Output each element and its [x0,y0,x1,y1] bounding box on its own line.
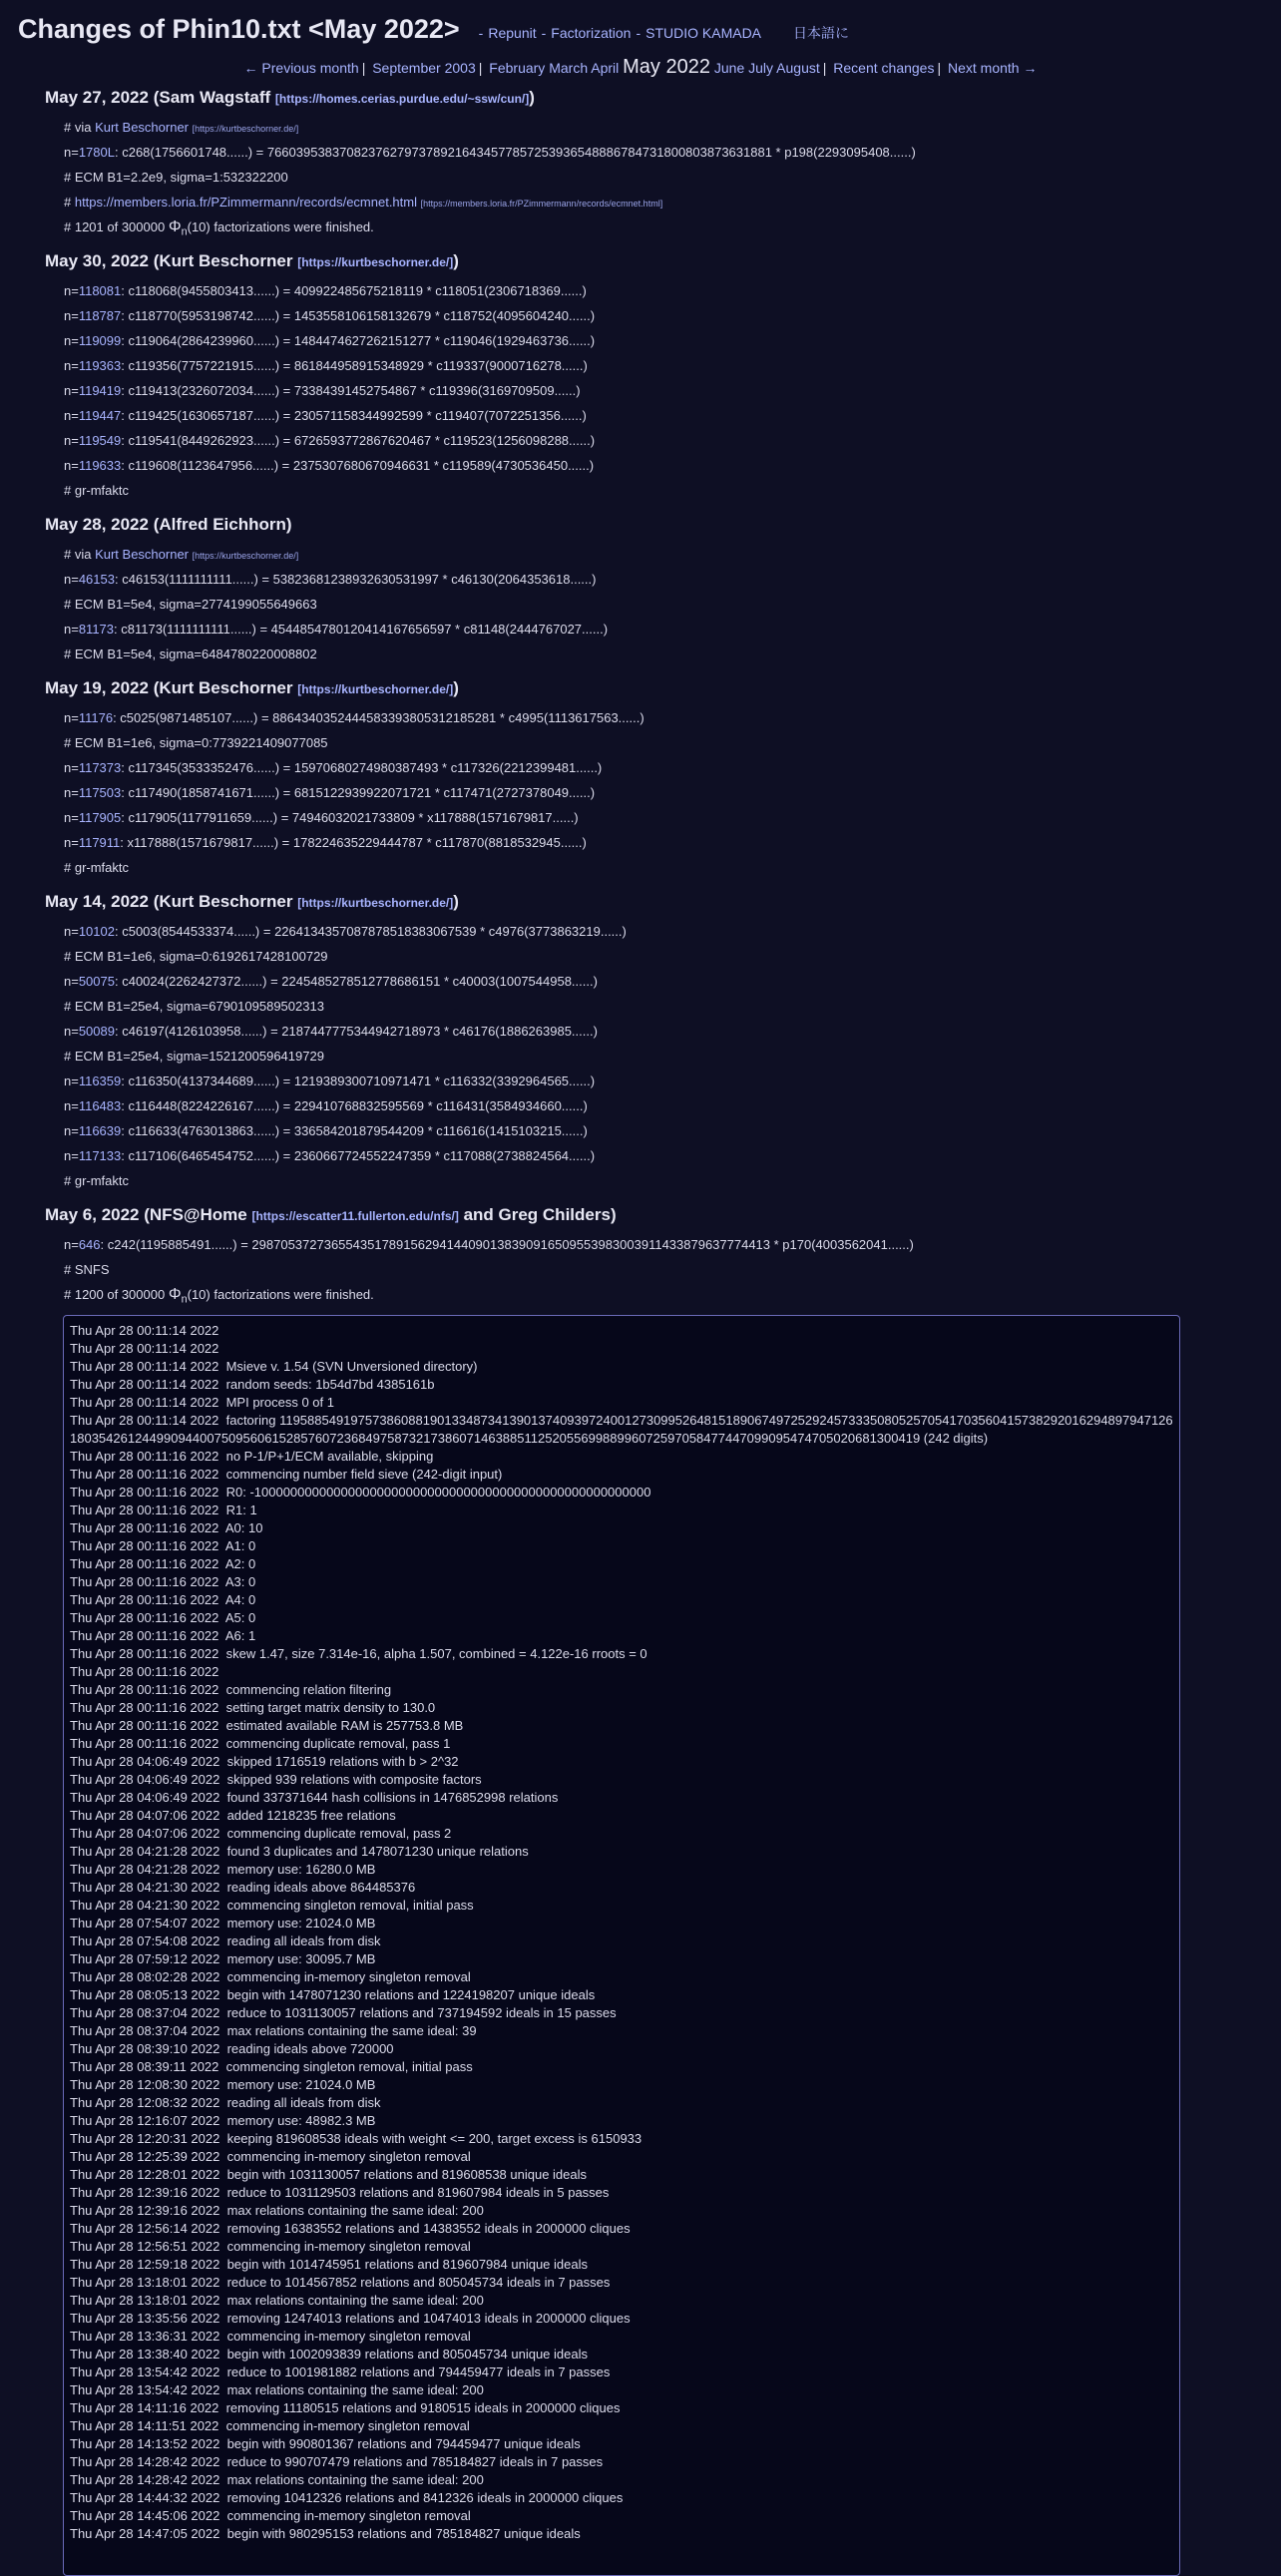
entry-line [45,919,1281,944]
log-line: Thu Apr 28 00:11:16 2022 commencing number field sieve (242-digit input) [70,1467,503,1482]
japanese-language-link[interactable]: 日本語に [793,25,850,41]
log-line: Thu Apr 28 00:11:14 2022 MPI process 0 of 1 [70,1395,334,1410]
factor-link[interactable]: 116483 [78,1098,122,1113]
factor-link[interactable]: 117133 [78,1148,122,1163]
change-entry [45,88,1281,239]
log-line: Thu Apr 28 07:59:12 2022 memory use: 30095.7 MB [70,1951,376,1966]
log-line: Thu Apr 28 04:06:49 2022 found 337371644 hash collisions in 1476852998 relations [70,1790,559,1805]
author-url-link[interactable]: [https://kurtbeschorner.de/] [297,255,454,269]
entry-heading: May 19, 2022 (Kurt Beschorner [https://kurtbeschorner.de/]) [45,678,459,697]
line-prefix: n= [64,924,79,939]
entry-line [45,478,1281,503]
log-line: Thu Apr 28 04:21:28 2022 found 3 duplicates and 1478071230 unique relations [70,1844,529,1859]
log-line: Thu Apr 28 00:11:14 2022 factoring 1195885491975738608819013348734139013740939724001273099526481518906749725292457333508052570541703560415738292016294897947126180354261244990944007509560615285760723684975873217386071463885112520556998899607259705847744709909547470502068130041​9 (242 digits) [70,1413,1173,1446]
line-text: # ECM B1=1e6, sigma=0:6192617428100729 [64,949,328,964]
line-prefix: n= [64,145,79,160]
log-line: Thu Apr 28 04:21:30 2022 reading ideals above 864485376 [70,1880,416,1895]
studio-kamada-link[interactable]: STUDIO KAMADA [645,25,762,41]
log-line: Thu Apr 28 00:11:16 2022 A0: 10 [70,1520,263,1535]
september-2003-link[interactable]: September 2003 [372,60,476,76]
entry-heading: May 27, 2022 (Sam Wagstaff [https://homes.cerias.purdue.edu/~ssw/cun/]) [45,88,535,107]
log-line: Thu Apr 28 08:37:04 2022 max relations containing the same ideal: 39 [70,2023,477,2038]
line-prefix: # via [64,547,96,562]
entry-line [45,165,1281,190]
entry-line [45,140,1281,165]
entry-line [45,278,1281,303]
factor-link[interactable]: https://members.loria.fr/PZimmermann/records/ecmnet.html [74,195,417,210]
line-text: : c119425(1630657187......) = 230571158344992599 * c119407(7072251356......) [121,408,587,423]
log-line: Thu Apr 28 12:08:32 2022 reading all ideals from disk [70,2095,381,2110]
author-url-link[interactable]: [https://escatter11.fullerton.edu/nfs/] [251,1209,459,1223]
entry-author: Sam Wagstaff [159,88,271,107]
factor-link[interactable]: 50075 [78,974,115,989]
log-line: Thu Apr 28 12:39:16 2022 reduce to 1031129503 relations and 819607984 ideals in 5 passes [70,2185,610,2200]
log-line: Thu Apr 28 12:28:01 2022 begin with 1031130057 relations and 819608538 unique ideals [70,2167,588,2182]
factor-link[interactable]: 119363 [78,358,122,373]
log-line: Thu Apr 28 00:11:14 2022 Msieve v. 1.54 (SVN Unversioned directory) [70,1359,478,1374]
factor-link[interactable]: 117911 [78,835,121,850]
entry-line [45,617,1281,642]
change-entry [45,251,1281,503]
line-text: : c242(1195885491......) = 298705372736554351789156294144090138390916509553983003911433879637774413 * p170(4003562041......) [100,1237,914,1252]
change-entries [0,88,1281,1307]
entry-heading: May 28, 2022 (Alfred Eichhorn) [45,515,292,534]
february-link[interactable]: February [489,60,546,76]
line-text: : c116350(4137344689......) = 1219389300710971471 * c116332(3392964565......) [121,1073,596,1088]
line-prefix: n= [64,1073,79,1088]
log-line: Thu Apr 28 12:59:18 2022 begin with 1014745951 relations and 819607984 unique ideals [70,2257,588,2272]
factor-link[interactable]: 646 [78,1237,101,1252]
log-line: Thu Apr 28 12:56:14 2022 removing 16383552 relations and 14383552 ideals in 2000000 cliques [70,2221,631,2236]
entry-line [45,780,1281,805]
line-text: # ECM B1=2.2e9, sigma=1:532322200 [64,170,288,185]
line-text: # gr-mfaktc [64,860,130,875]
log-line: Thu Apr 28 00:11:14 2022 random seeds: 1b54d7bd 4385161b [70,1377,435,1392]
line-text: : c119413(2326072034......) = 73384391452754867 * c119396(3169709509......) [121,383,581,398]
line-prefix: n= [64,458,79,473]
line-text: # ECM B1=1e6, sigma=0:7739221409077085 [64,735,328,750]
line-text: : c5003(8544533374......) = 2264134357087878518383067539 * c4976(3773863219......) [114,924,627,939]
line-prefix: n= [64,810,79,825]
log-line: Thu Apr 28 00:11:16 2022 no P-1/P+1/ECM available, skipping [70,1449,434,1464]
line-text: (10) factorizations were finished. [187,219,374,234]
log-line: Thu Apr 28 00:11:16 2022 commencing relation filtering [70,1682,392,1697]
entry-line [45,1143,1281,1168]
page-header [0,0,1281,50]
entry-heading: May 14, 2022 (Kurt Beschorner [https://kurtbeschorner.de/]) [45,892,459,911]
log-line: Thu Apr 28 00:11:16 2022 R1: 1 [70,1503,257,1517]
log-line: Thu Apr 28 00:11:16 2022 [70,1664,219,1679]
line-text: (10) factorizations were finished. [187,1287,374,1302]
entry-line [45,994,1281,1019]
line-text: : c46153(1111111111......) = 538236812389326305319​97 * c46130(2064353618......) [114,572,597,587]
entry-date: May 27, 2022 [45,88,149,107]
log-line: Thu Apr 28 04:06:49 2022 skipped 939 relations with composite factors [70,1772,482,1787]
next-month-link[interactable]: Next month → [948,60,1038,76]
line-prefix: n= [64,572,79,587]
line-prefix: n= [64,710,79,725]
entry-date: May 28, 2022 [45,515,149,534]
factor-link[interactable]: 1780L [78,145,115,160]
log-line: Thu Apr 28 00:11:16 2022 A1: 0 [70,1538,256,1553]
current-month: May 2022 [623,56,710,78]
line-prefix: n= [64,1098,79,1113]
entry-line [45,428,1281,453]
separator: - [478,25,484,41]
entry-line [45,830,1281,855]
line-text: : c118068(9455803413......) = 409922485675218119 * c118051(2306718369......) [121,283,587,298]
entry-line [45,1282,1281,1307]
separator: | [937,60,942,76]
line-prefix: # 1201 of 300000 [64,219,169,234]
log-line: Thu Apr 28 14:28:42 2022 reduce to 990707479 relations and 785184827 ideals in 7 passes [70,2454,604,2469]
line-text: : c117905(1177911659......) = 7494603202173380​9 * x117888(1571679817......) [121,810,579,825]
phi-symbol: Φ [168,218,182,235]
log-line: Thu Apr 28 12:56:51 2022 commencing in-memory singleton removal [70,2239,471,2254]
change-entry [45,1205,1281,1307]
line-text: # SNFS [64,1262,110,1277]
april-link[interactable]: April [591,60,620,76]
line-prefix: n= [64,1123,79,1138]
factor-link[interactable]: Kurt Beschorner [95,120,190,135]
log-line: Thu Apr 28 00:11:16 2022 skew 1.47, size 7.314e-16, alpha 1.507, combined = 4.122e-16 rroots = 0 [70,1646,647,1661]
log-line: Thu Apr 28 00:11:16 2022 setting target matrix density to 130.0 [70,1700,436,1715]
entry-line [45,1232,1281,1257]
log-line: Thu Apr 28 13:35:56 2022 removing 12474013 relations and 10474013 ideals in 2000000 cliques [70,2311,631,2326]
entry-line [45,805,1281,830]
phi-subscript: n [181,1293,188,1306]
url-hint-link[interactable]: [https://members.loria.fr/PZimmermann/records/ecmnet.html] [420,199,663,209]
log-line: Thu Apr 28 13:38:40 2022 begin with 1002093839 relations and 805045734 unique ideals [70,2347,588,2361]
separator: - [636,25,641,41]
log-line: Thu Apr 28 13:18:01 2022 reduce to 1014567852 relations and 805045734 ideals in 7 passes [70,2275,611,2290]
log-line: Thu Apr 28 14:11:51 2022 commencing in-memory singleton removal [70,2418,470,2433]
factor-link[interactable]: 119447 [78,408,122,423]
factor-link[interactable]: 119419 [78,383,122,398]
line-prefix: # via [64,120,96,135]
separator: | [822,60,827,76]
entry-line [45,1118,1281,1143]
entry-date: May 6, 2022 [45,1205,140,1224]
phi-subscript: n [181,225,188,238]
line-prefix: n= [64,1237,79,1252]
entry-line [45,328,1281,353]
url-hint-link[interactable]: [https://kurtbeschorner.de/] [192,551,299,561]
log-line: Thu Apr 28 12:16:07 2022 memory use: 48982.3 MB [70,2113,376,2128]
july-link[interactable]: July [748,60,774,76]
entry-line [45,453,1281,478]
previous-month-link[interactable]: ← Previous month [243,60,359,76]
line-prefix: # [64,195,75,210]
line-text: : c40024(2262427372......) = 2245485278512778686151 * c40003(1007544958......) [114,974,598,989]
author-url-link[interactable]: [https://homes.cerias.purdue.edu/~ssw/cun/] [274,92,530,106]
month-navigation [0,50,1281,76]
url-hint-link[interactable]: [https://kurtbeschorner.de/] [192,124,299,134]
log-line: Thu Apr 28 04:21:30 2022 commencing singleton removal, initial pass [70,1898,474,1913]
entry-line [45,1019,1281,1044]
entry-line [45,567,1281,592]
line-text: : c117345(3533352476......) = 1597068027498038749​3 * c117326(2212399481......) [121,760,603,775]
entry-author: NFS@Home [149,1205,247,1224]
entry-line [45,542,1281,567]
line-prefix: # 1200 of 300000 [64,1287,169,1302]
entry-date: May 19, 2022 [45,678,149,697]
line-text: : c118770(5953198742......) = 1453558106158132679 * c118752(4095604240......) [121,308,596,323]
separator: | [361,60,366,76]
log-line: Thu Apr 28 13:36:31 2022 commencing in-memory singleton removal [70,2329,471,2344]
line-text: # ECM B1=25e4, sigma=6790109589502313 [64,999,324,1014]
author-url-link[interactable]: [https://kurtbeschorner.de/] [297,896,454,910]
line-prefix: n= [64,974,79,989]
entry-date: May 14, 2022 [45,892,149,911]
separator: | [478,60,483,76]
log-line: Thu Apr 28 04:07:06 2022 commencing duplicate removal, pass 2 [70,1826,452,1841]
log-line: Thu Apr 28 14:44:32 2022 removing 10412326 relations and 8412326 ideals in 2000000 cliques [70,2490,624,2505]
entry-date: May 30, 2022 [45,251,149,270]
factor-link[interactable]: 118787 [78,308,122,323]
entry-author: Kurt Beschorner [159,251,293,270]
entry-author: Kurt Beschorner [159,892,293,911]
entry-author: Alfred Eichhorn [159,515,286,534]
entry-heading: May 30, 2022 (Kurt Beschorner [https://kurtbeschorner.de/]) [45,251,459,270]
log-line: Thu Apr 28 00:11:16 2022 A5: 0 [70,1610,256,1625]
log-line: Thu Apr 28 08:37:04 2022 reduce to 1031130057 relations and 737194592 ideals in 15 passes [70,2005,617,2020]
line-text: : c116448(8224226167......) = 229410768832595569 * c116431(3584934660......) [121,1098,588,1113]
log-line: Thu Apr 28 12:08:30 2022 memory use: 21024.0 MB [70,2077,376,2092]
line-prefix: n= [64,333,79,348]
log-line: Thu Apr 28 12:20:31 2022 keeping 819608538 ideals with weight <= 200, target excess is 6150933 [70,2131,642,2146]
log-line: Thu Apr 28 00:11:16 2022 A4: 0 [70,1592,256,1607]
entry-line [45,115,1281,140]
line-text: : c119541(8449262923......) = 6726593772867620467 * c119523(1256098288......) [121,433,596,448]
entry-line [45,705,1281,730]
line-text: # gr-mfaktc [64,1173,130,1188]
change-entry [45,892,1281,1193]
entry-line [45,855,1281,880]
log-line: Thu Apr 28 13:54:42 2022 reduce to 1001981882 relations and 794459477 ideals in 7 passes [70,2364,611,2379]
june-link[interactable]: June [713,60,745,76]
entry-line [45,403,1281,428]
entry-line [45,1069,1281,1093]
factor-link[interactable]: 46153 [78,572,115,587]
entry-line [45,190,1281,215]
entry-author-2: and Greg Childers [463,1205,611,1224]
factor-link[interactable]: 119633 [78,458,122,473]
log-line: Thu Apr 28 07:54:08 2022 reading all ideals from disk [70,1933,381,1948]
factor-link[interactable]: 117373 [78,760,122,775]
page-title: Changes of Phin10.txt <May 2022> [18,14,460,44]
line-text: : c46197(4126103958......) = 2187447775344942718973 * c46176(1886263985......) [114,1024,598,1039]
entry-line [45,730,1281,755]
log-line: Thu Apr 28 07:54:07 2022 memory use: 21024.0 MB [70,1916,376,1931]
log-line: Thu Apr 28 13:54:42 2022 max relations containing the same ideal: 200 [70,2382,484,2397]
log-line: Thu Apr 28 14:45:06 2022 commencing in-memory singleton removal [70,2508,471,2523]
line-text: : c117490(1858741671......) = 6815122939922071721 * c117471(2727378049......) [121,785,596,800]
line-text: : x117888(1571679817......) = 178224635229444787 * c117870(8818532945......) [120,835,587,850]
change-entry [45,515,1281,666]
line-prefix: n= [64,408,79,423]
line-text: : c117106(6465454752......) = 2360667724552247359 * c117088(2738824564......) [121,1148,596,1163]
log-line: Thu Apr 28 04:06:49 2022 skipped 1716519 relations with b > 2^32 [70,1754,459,1769]
log-line: Thu Apr 28 04:21:28 2022 memory use: 16280.0 MB [70,1862,376,1877]
entry-line [45,303,1281,328]
entry-line [45,642,1281,666]
entry-line [45,755,1281,780]
entry-line [45,1044,1281,1069]
log-line: Thu Apr 28 12:25:39 2022 commencing in-memory singleton removal [70,2149,471,2164]
march-link[interactable]: March [549,60,589,76]
log-line: Thu Apr 28 14:47:05 2022 begin with 980295153 relations and 785184827 unique ideals [70,2526,581,2541]
line-text: : c119356(7757221915......) = 861844958915348929 * c119337(9000716278......) [121,358,588,373]
line-text: # gr-mfaktc [64,483,130,498]
entry-line [45,353,1281,378]
factor-link[interactable]: 116359 [78,1073,122,1088]
line-text: : c81173(1111111111......) = 454485478012041416765659​7 * c81148(2444767027......) [114,622,609,637]
line-text: : c268(1756601748......) = 76603953837082376279737892164345778572539365488867847318008038736318​81 * p198(2293095408......) [114,145,916,160]
log-line: Thu Apr 28 08:39:10 2022 reading ideals above 720000 [70,2041,394,2056]
line-text: # ECM B1=25e4, sigma=1521200596419729 [64,1049,324,1064]
log-line: Thu Apr 28 08:05:13 2022 begin with 1478071230 relations and 1224198207 unique ideals [70,1987,596,2002]
log-line: Thu Apr 28 00:11:16 2022 estimated available RAM is 257753.8 MB [70,1718,464,1733]
log-line: Thu Apr 28 14:11:16 2022 removing 11180515 relations and 9180515 ideals in 2000000 cliques [70,2400,621,2415]
line-text: : c5025(9871485107......) = 886434035244458339380531​2185281 * c4995(1113617563......) [113,710,644,725]
log-line: Thu Apr 28 13:18:01 2022 max relations containing the same ideal: 200 [70,2293,484,2308]
change-entry [45,678,1281,880]
factor-link[interactable]: 119549 [78,433,122,448]
factor-link[interactable]: 50089 [78,1024,115,1039]
line-prefix: n= [64,760,79,775]
log-line: Thu Apr 28 04:07:06 2022 added 1218235 free relations [70,1808,396,1823]
msieve-log [63,1315,1180,2576]
line-text: # ECM B1=5e4, sigma=2774199055649663 [64,597,317,612]
log-line: Thu Apr 28 00:11:16 2022 A2: 0 [70,1556,256,1571]
log-line: Thu Apr 28 00:11:16 2022 commencing duplicate removal, pass 1 [70,1736,451,1751]
factor-link[interactable]: 117503 [78,785,122,800]
log-line: Thu Apr 28 08:02:28 2022 commencing in-memory singleton removal [70,1969,471,1984]
log-line: Thu Apr 28 00:11:14 2022 [70,1341,219,1356]
line-text: : c116633(4763013863......) = 336584201879544209 * c116616(1415103215......) [121,1123,588,1138]
entry-line [45,1168,1281,1193]
factor-link[interactable]: 117905 [78,810,122,825]
line-text: : c119608(1123647956......) = 2375307680670946631 * c119589(4730536450......) [121,458,595,473]
line-prefix: n= [64,433,79,448]
log-line: Thu Apr 28 14:13:52 2022 begin with 990801367 relations and 794459477 unique ideals [70,2436,581,2451]
log-line: Thu Apr 28 00:11:16 2022 R0: -1000000000000000000000000000000000000000000000000000000 [70,1485,651,1500]
line-prefix: n= [64,785,79,800]
line-prefix: n= [64,283,79,298]
log-line: Thu Apr 28 14:28:42 2022 max relations containing the same ideal: 200 [70,2472,484,2487]
line-prefix: n= [64,1024,79,1039]
factor-link[interactable]: 119099 [78,333,122,348]
august-link[interactable]: August [776,60,820,76]
entry-line [45,944,1281,969]
entry-line [45,969,1281,994]
entry-line [45,215,1281,239]
phi-symbol: Φ [168,1286,182,1303]
log-line: Thu Apr 28 00:11:14 2022 [70,1323,219,1338]
factor-link[interactable]: 81173 [78,622,115,637]
factor-link[interactable]: 118081 [78,283,122,298]
line-text: : c119064(2864239960......) = 1484474627262151277 * c119046(1929463736......) [121,333,596,348]
factor-link[interactable]: Kurt Beschorner [95,547,190,562]
line-prefix: n= [64,835,79,850]
line-prefix: n= [64,622,79,637]
entry-line [45,1093,1281,1118]
line-prefix: n= [64,358,79,373]
factor-link[interactable]: 116639 [78,1123,122,1138]
factor-link[interactable]: 10102 [78,924,115,939]
log-line: Thu Apr 28 00:11:16 2022 A6: 1 [70,1628,256,1643]
factorization-link[interactable]: Factorization [551,25,632,41]
log-line: Thu Apr 28 08:39:11 2022 commencing singleton removal, initial pass [70,2059,473,2074]
entry-heading: May 6, 2022 (NFS@Home [https://escatter11.fullerton.edu/nfs/] and Greg Childers) [45,1205,617,1224]
factor-link[interactable]: 11176 [78,710,114,725]
entry-line [45,592,1281,617]
line-text: # ECM B1=5e4, sigma=6484780220008802 [64,646,317,661]
author-url-link[interactable]: [https://kurtbeschorner.de/] [297,682,454,696]
log-line: Thu Apr 28 00:11:16 2022 A3: 0 [70,1574,256,1589]
entry-author: Kurt Beschorner [159,678,293,697]
separator: - [541,25,547,41]
recent-changes-link[interactable]: Recent changes [833,60,935,76]
line-prefix: n= [64,1148,79,1163]
line-prefix: n= [64,383,79,398]
repunit-link[interactable]: Repunit [488,25,537,41]
entry-line [45,1257,1281,1282]
log-line: Thu Apr 28 12:39:16 2022 max relations containing the same ideal: 200 [70,2203,484,2218]
line-prefix: n= [64,308,79,323]
entry-line [45,378,1281,403]
